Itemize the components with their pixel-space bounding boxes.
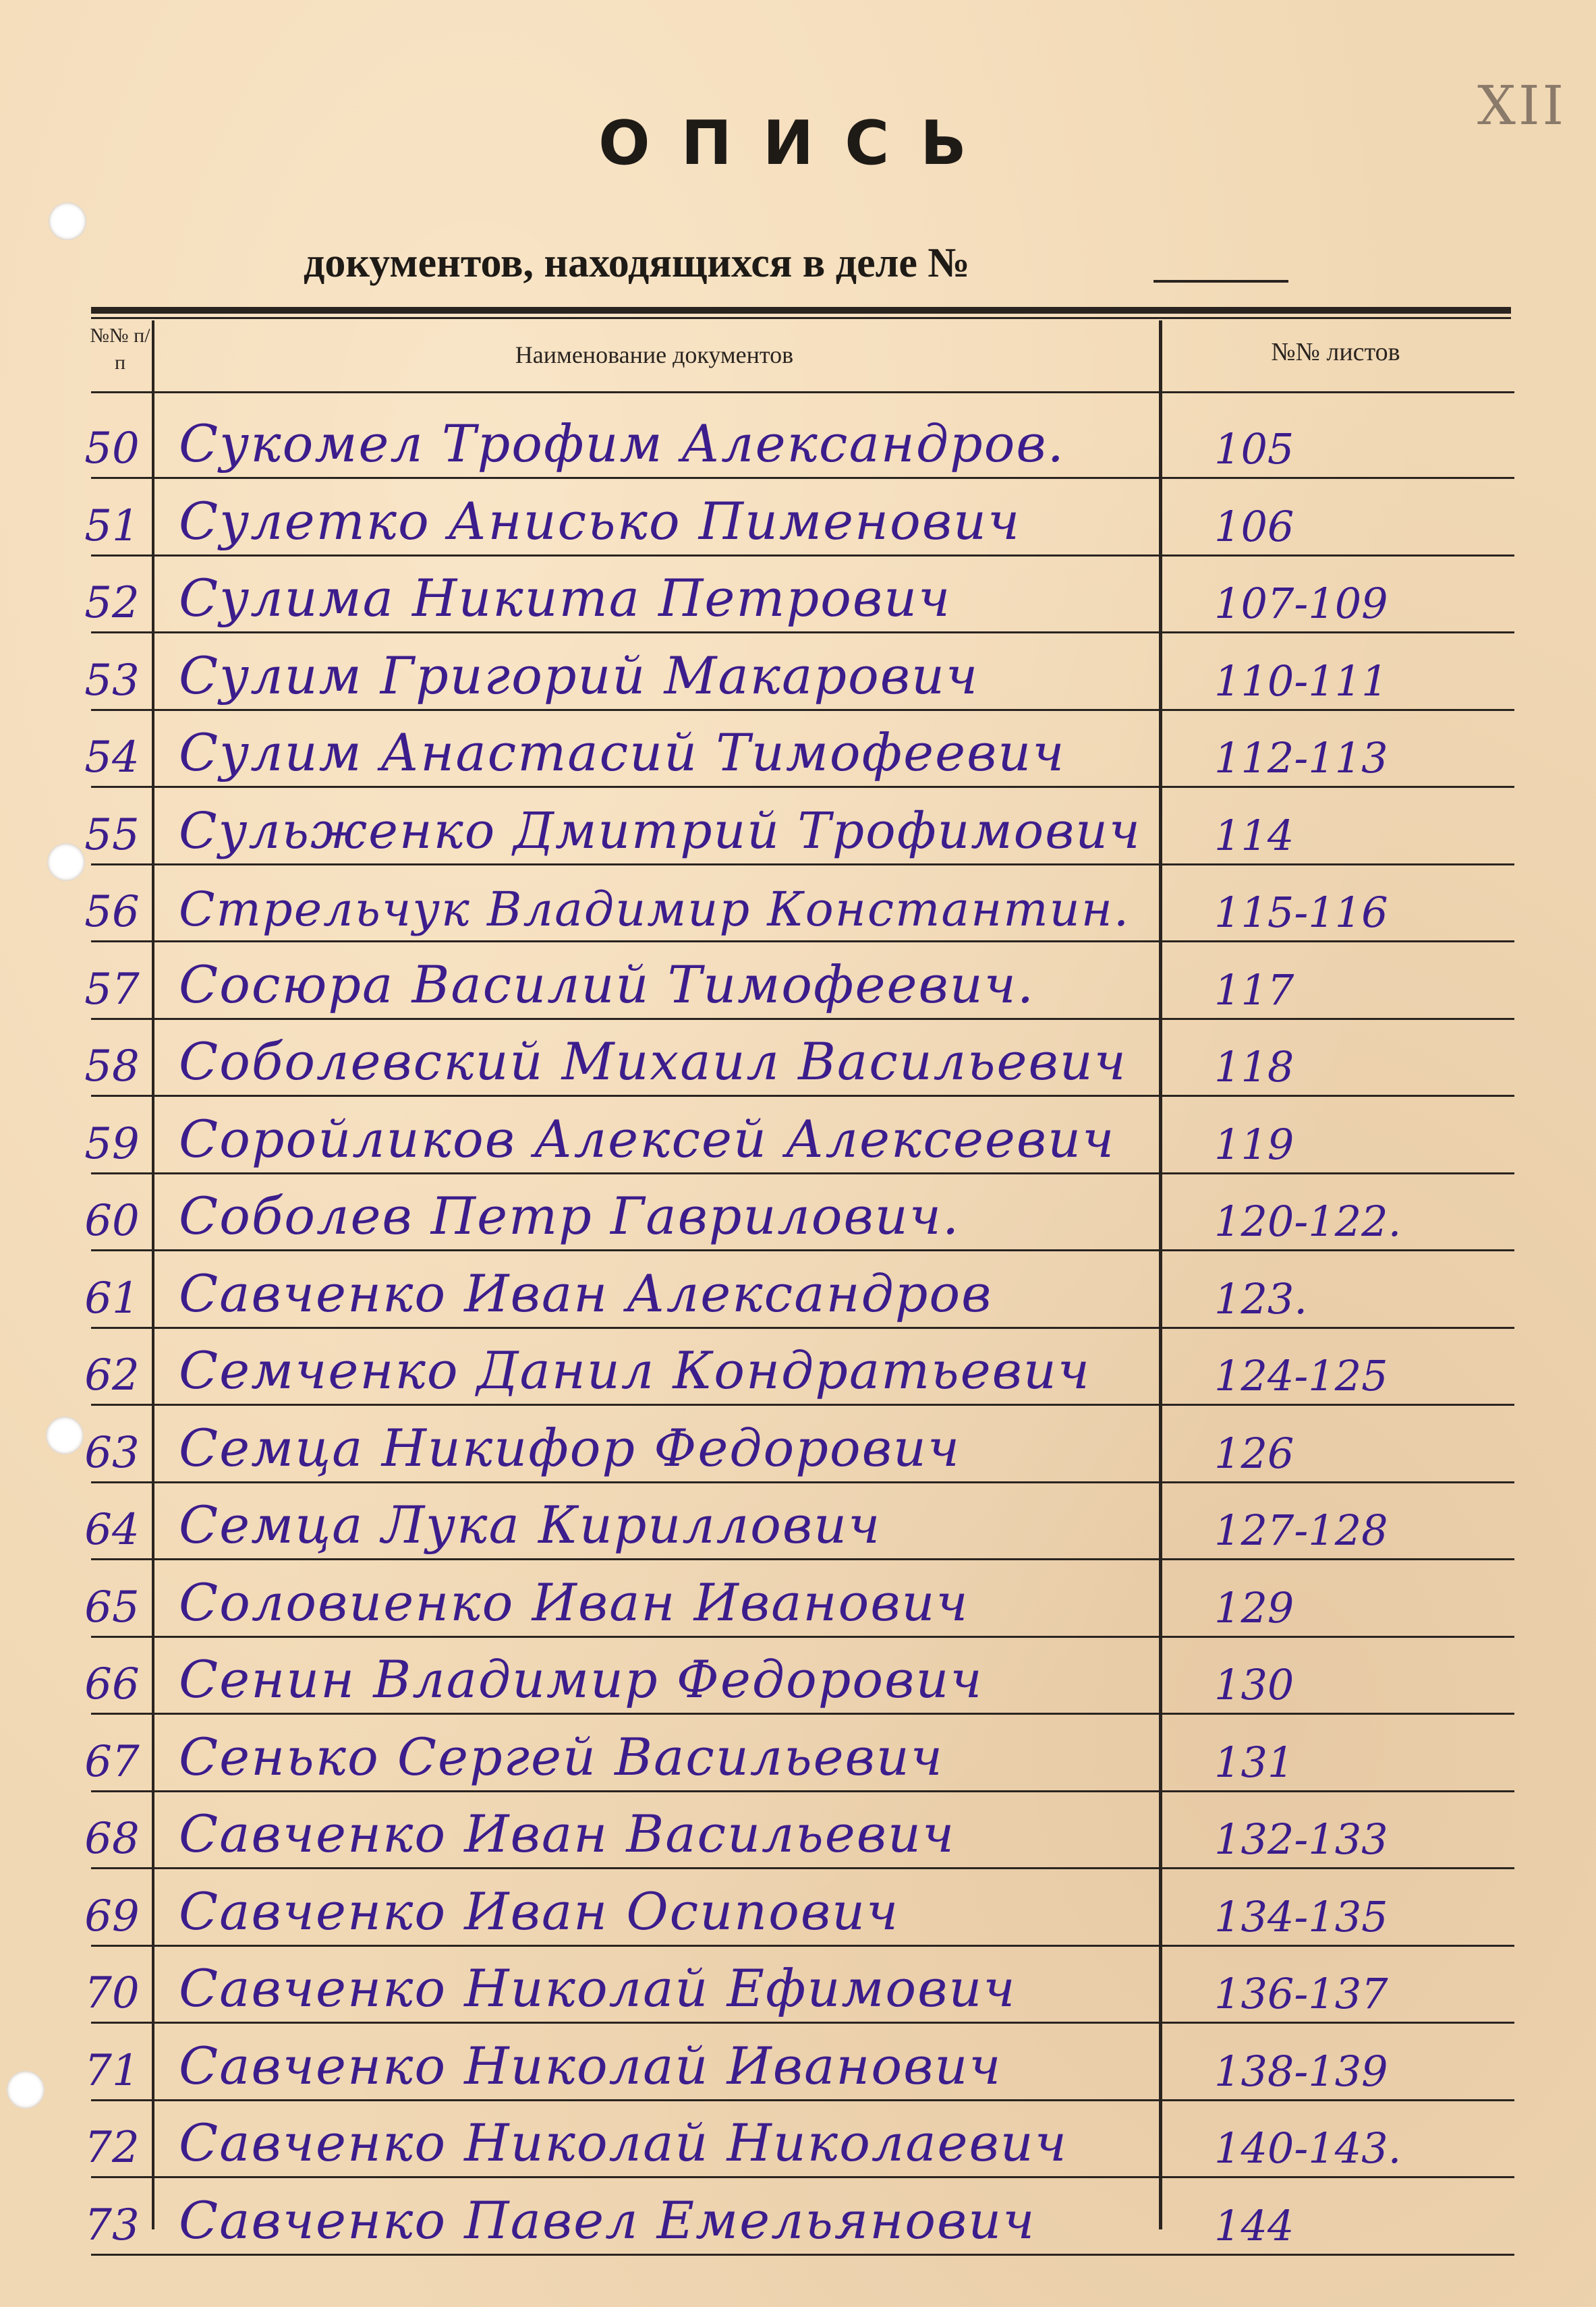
row-number: 63: [84, 1427, 140, 1478]
sheet-numbers: 119: [1214, 1119, 1294, 1169]
row-number: 69: [84, 1891, 140, 1941]
document-name: Стрельчук Владимир Константин.: [179, 882, 1131, 937]
table-row: [0, 711, 1596, 788]
table-row: [0, 943, 1596, 1020]
document-name: Сулима Никита Петрович: [179, 568, 952, 628]
sheet-numbers: 124-125: [1214, 1351, 1388, 1400]
header-number: №№ п/п: [90, 324, 150, 374]
document-name: Соройликов Алексей Алексеевич: [179, 1108, 1116, 1169]
sheet-numbers: 120-122.: [1214, 1197, 1402, 1246]
table-row: [0, 1638, 1596, 1715]
sheet-numbers: 123.: [1214, 1274, 1308, 1323]
table-row: [0, 865, 1596, 942]
table-row: [0, 1098, 1596, 1174]
table-row: [0, 789, 1596, 865]
row-number: 59: [84, 1118, 140, 1169]
document-name: Савченко Николай Иванович: [179, 2035, 1002, 2096]
document-subtitle: документов, находящихся в деле №: [304, 240, 970, 286]
sheet-numbers: 114: [1214, 810, 1294, 860]
table-row: [0, 1561, 1596, 1638]
row-number: 56: [84, 887, 140, 937]
row-number: 61: [84, 1273, 140, 1323]
document-name: Сукомел Трофим Александров.: [179, 414, 1065, 474]
document-name: Сульженко Дмитрий Трофимович: [179, 801, 1141, 860]
table-row: [0, 1947, 1596, 2024]
row-number: 51: [84, 501, 140, 551]
document-name: Сулим Григорий Макарович: [179, 645, 979, 706]
document-name: Савченко Иван Осипович: [179, 1881, 900, 1941]
table-row: [0, 2024, 1596, 2101]
document-name: Савченко Николай Ефимович: [179, 1958, 1017, 2018]
table-row: [0, 557, 1596, 633]
document-name: Сосюра Василий Тимофеевич.: [179, 954, 1035, 1015]
sheet-numbers: 131: [1214, 1737, 1294, 1787]
table-row: [0, 480, 1596, 557]
table-row: [0, 1483, 1596, 1560]
document-name: Семченко Данил Кондратьевич: [179, 1340, 1091, 1400]
sheet-numbers: 144: [1214, 2200, 1294, 2250]
header-top-rule-thin: [91, 317, 1511, 319]
table-row: [0, 634, 1596, 711]
sheet-numbers: 106: [1214, 501, 1294, 551]
sheet-numbers: 126: [1214, 1428, 1294, 1478]
archive-mark: XII: [1477, 74, 1567, 137]
table-row: [0, 1174, 1596, 1251]
sheet-numbers: 118: [1214, 1042, 1294, 1091]
document-name: Соловиенко Иван Иванович: [179, 1572, 969, 1632]
sheet-numbers: 138-139: [1214, 2046, 1388, 2096]
row-number: 58: [84, 1042, 140, 1091]
header-top-rule: [91, 307, 1511, 314]
sheet-numbers: 110-111: [1214, 656, 1388, 706]
header-bottom-rule: [91, 391, 1514, 393]
header-sheets: №№ листов: [1271, 338, 1400, 366]
document-name: Семца Никифор Федорович: [179, 1417, 961, 1478]
document-name: Савченко Павел Емельянович: [179, 2190, 1036, 2250]
document-name: Сенин Владимир Федорович: [179, 1649, 984, 1709]
table-row: [0, 1870, 1596, 1947]
table-row: [0, 1715, 1596, 1792]
document-name: Семца Лука Кириллович: [179, 1495, 882, 1555]
document-name: Соболевский Михаил Васильевич: [179, 1031, 1127, 1091]
sheet-numbers: 105: [1214, 424, 1294, 474]
row-number: 72: [84, 2123, 140, 2173]
sheet-numbers: 132-133: [1214, 1815, 1388, 1864]
document-name: Савченко Иван Васильевич: [179, 1804, 956, 1864]
row-number: 50: [84, 424, 140, 474]
row-number: 68: [84, 1814, 140, 1864]
row-number: 53: [84, 655, 140, 706]
row-number: 55: [84, 809, 140, 860]
sheet-numbers: 140-143.: [1214, 2124, 1402, 2173]
sheet-numbers: 107-109: [1214, 579, 1388, 628]
row-number: 70: [84, 1968, 140, 2018]
table-row: [0, 1792, 1596, 1869]
row-number: 66: [84, 1659, 140, 1709]
table-row: [0, 402, 1596, 479]
row-number: 62: [84, 1350, 140, 1400]
document-name: Савченко Николай Николаевич: [179, 2113, 1068, 2173]
header-name: Наименование документов: [515, 341, 794, 368]
row-number: 57: [84, 964, 140, 1015]
document-name: Сенько Сергей Васильевич: [179, 1726, 944, 1787]
punch-hole: [49, 202, 86, 240]
sheet-numbers: 129: [1214, 1583, 1294, 1632]
document-title: ОПИСЬ: [598, 108, 998, 179]
table-row: [0, 1020, 1596, 1097]
row-number: 52: [84, 578, 140, 628]
sheet-numbers: 127-128: [1214, 1506, 1388, 1555]
sheet-numbers: 136-137: [1214, 1969, 1388, 2018]
sheet-numbers: 134-135: [1214, 1891, 1388, 1941]
sheet-numbers: 117: [1214, 965, 1294, 1015]
row-number: 71: [84, 2045, 140, 2096]
sheet-numbers: 130: [1214, 1660, 1294, 1709]
table-row: [0, 2179, 1596, 2256]
document-name: Савченко Иван Александров: [179, 1263, 993, 1323]
sheet-numbers: 112-113: [1214, 733, 1388, 782]
document-name: Сулетко Анисько Пименович: [179, 490, 1021, 551]
document-name: Соболев Петр Гаврилович.: [179, 1186, 961, 1246]
table-row: [0, 1406, 1596, 1483]
row-number: 67: [84, 1736, 140, 1787]
row-number: 60: [84, 1196, 140, 1246]
table-row: [0, 2101, 1596, 2178]
case-number-blank: [1153, 280, 1288, 283]
sheet-numbers: 115-116: [1214, 888, 1388, 937]
document-name: Сулим Анастасий Тимофеевич: [179, 722, 1066, 782]
row-number: 54: [84, 733, 140, 782]
table-row: [0, 1329, 1596, 1406]
row-number: 65: [84, 1582, 140, 1632]
row-number: 64: [84, 1505, 140, 1555]
row-rule: [91, 2254, 1514, 2256]
row-number: 73: [84, 2200, 140, 2250]
table-row: [0, 1252, 1596, 1329]
